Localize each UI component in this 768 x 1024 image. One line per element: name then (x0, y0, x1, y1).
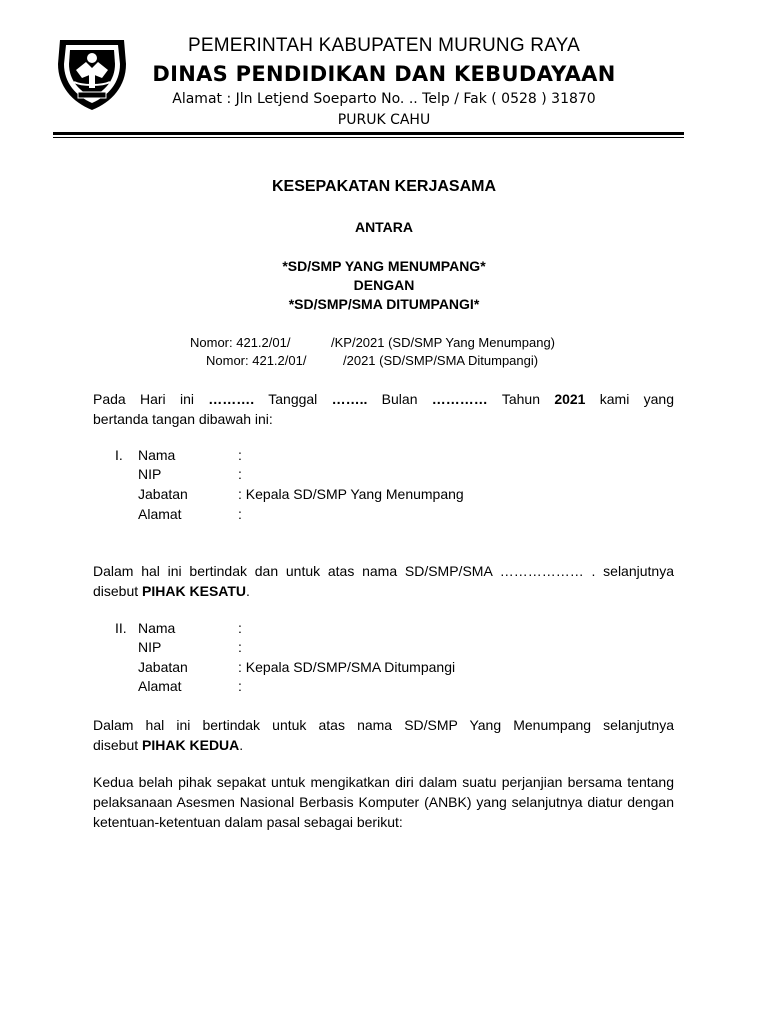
party-two-statement: Dalam hal ini bertindak untuk atas nama SD/SMP Yang Menumpang selanjutnya disebut PIHAK KEDUA. (93, 717, 674, 753)
party-one-nama-label: Nama (138, 447, 176, 463)
opening-paragraph: Pada Hari ini ………. Tanggal …….. Bulan ………… Tahun 2021 kami yang bertanda tangan dibawah ini: (93, 391, 674, 427)
party-two-jabatan-value: : Kepala SD/SMP/SMA Ditumpangi (238, 659, 456, 675)
letterhead-office: DINAS PENDIDIKAN DAN KEBUDAYAAN (152, 62, 616, 86)
party-one-alamat-label: Alamat (138, 506, 182, 522)
party-one-jabatan-value: : Kepala SD/SMP Yang Menumpang (238, 486, 464, 502)
heading-party-two: *SD/SMP/SMA DITUMPANGI* (288, 296, 480, 312)
party-one-nip-value: : (238, 466, 242, 482)
closing-paragraph: Kedua belah pihak sepakat untuk mengikatkan diri dalam suatu perjanjian bersama tentang pelaksanaan Asesmen Nasional Berbasis Komputer (ANBK) yang selanjutnya diatur dengan ketentuan-ketentuan dalam pasal sebagai berikut: (93, 774, 674, 830)
nomor-one-prefix: Nomor: 421.2/01/ (190, 335, 291, 350)
heading-antara: ANTARA (354, 219, 414, 235)
document-title: KESEPAKATAN KERJASAMA (271, 178, 496, 195)
letterhead-divider-thin (53, 137, 684, 138)
nomor-two-suffix: /2021 (SD/SMP/SMA Ditumpangi) (343, 353, 539, 368)
letterhead-divider-thick (53, 132, 684, 135)
heading-dengan: DENGAN (353, 277, 415, 293)
party-two-numeral: II. (115, 620, 127, 636)
nomor-one-suffix: /KP/2021 (SD/SMP Yang Menumpang) (331, 335, 556, 350)
party-two-nama-label: Nama (138, 620, 176, 636)
party-one-jabatan-label: Jabatan (138, 486, 188, 502)
party-two-nama-value: : (238, 620, 242, 636)
heading-party-one: *SD/SMP YANG MENUMPANG* (282, 258, 486, 274)
party-one-nip-label: NIP (138, 466, 162, 482)
letterhead-address: Alamat : Jln Letjend Soeparto No. .. Telp / Fak ( 0528 ) 31870 (172, 91, 596, 107)
nomor-two-prefix: Nomor: 421.2/01/ (206, 353, 307, 368)
letterhead-government: PEMERINTAH KABUPATEN MURUNG RAYA (187, 35, 581, 56)
party-one-nama-value: : (238, 447, 242, 463)
party-one-alamat-value: : (238, 506, 242, 522)
party-two-nip-value: : (238, 639, 242, 655)
party-two-nip-label: NIP (138, 639, 162, 655)
party-two-alamat-value: : (238, 678, 242, 694)
party-two-jabatan-label: Jabatan (138, 659, 188, 675)
party-two-alamat-label: Alamat (138, 678, 182, 694)
party-one-numeral: I. (115, 447, 123, 463)
party-one-statement: Dalam hal ini bertindak dan untuk atas nama SD/SMP/SMA ……………… . selanjutnya disebut PIHAK KESATU. (93, 563, 674, 599)
letterhead-city: PURUK CAHU (337, 112, 431, 128)
